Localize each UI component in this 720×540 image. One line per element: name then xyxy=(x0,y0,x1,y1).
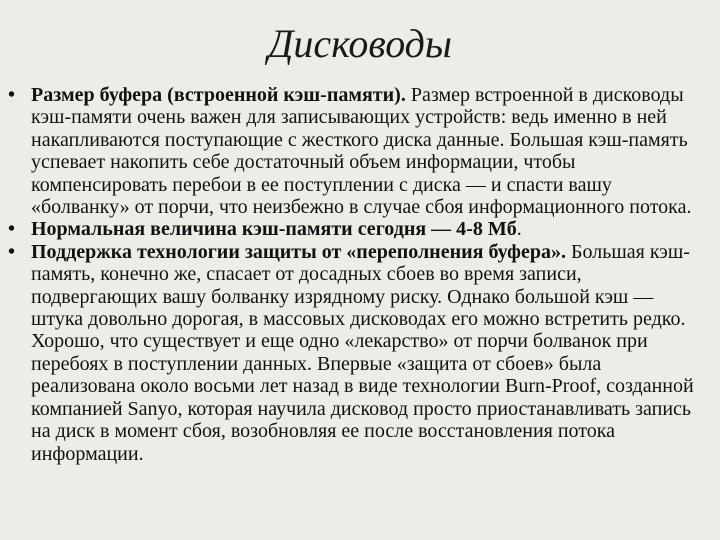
bullet-text: Размер встроенной в дисководы кэш-памяти очень важен для записывающих устройств: ведь именно в ней накапливаются поступающие с жесткого диска данные. Большая кэш-память успевает накопить себе достаточный объем информации, чтобы компенсировать перебои в ее поступлении с диска — и спасти вашу «болванку» от порчи, что неизбежно в случае сбоя информационного потока. xyxy=(31,84,692,219)
bullet-dot-icon: • xyxy=(8,218,16,241)
bullet-dot-icon: • xyxy=(8,240,16,263)
bullet-lead: Поддержка технологии защиты от «переполнения буфера». xyxy=(31,240,567,263)
bullet-item-cache-normal xyxy=(8,218,708,240)
bullet-item-buffer-protection xyxy=(8,241,708,465)
bullet-lead: Размер буфера (встроенной кэш-памяти). xyxy=(31,84,406,106)
bullet-text: . xyxy=(516,218,522,241)
bullet-lead: Нормальная величина кэш-памяти сегодня — 4-8 Мб xyxy=(31,218,517,241)
bullet-dot-icon: • xyxy=(8,84,16,106)
slide-title: Дисководы xyxy=(267,21,453,66)
bullet-list xyxy=(8,84,708,465)
bullet-text: Большая кэш-память, конечно же, спасает от досадных сбоев во время записи, подвергающих вашу болванку изрядному риску. Однако большой кэш — штука довольно дорогая, в массовых дисководах его можно встретить редко. Хорошо, что существует и еще одно «лекарство» от порчи болванок при перебоях в поступлении данных. Впервые «защита от сбоев» была реализована около восьми лет назад в виде технологии Burn-Proof, созданной компанией Sanyo, которая научила дисковод просто приостанавливать запись на диск в момент сбоя, возобновляя ее после восстановления потока информации. xyxy=(31,240,694,465)
bullet-item-buffer-size xyxy=(8,84,708,218)
